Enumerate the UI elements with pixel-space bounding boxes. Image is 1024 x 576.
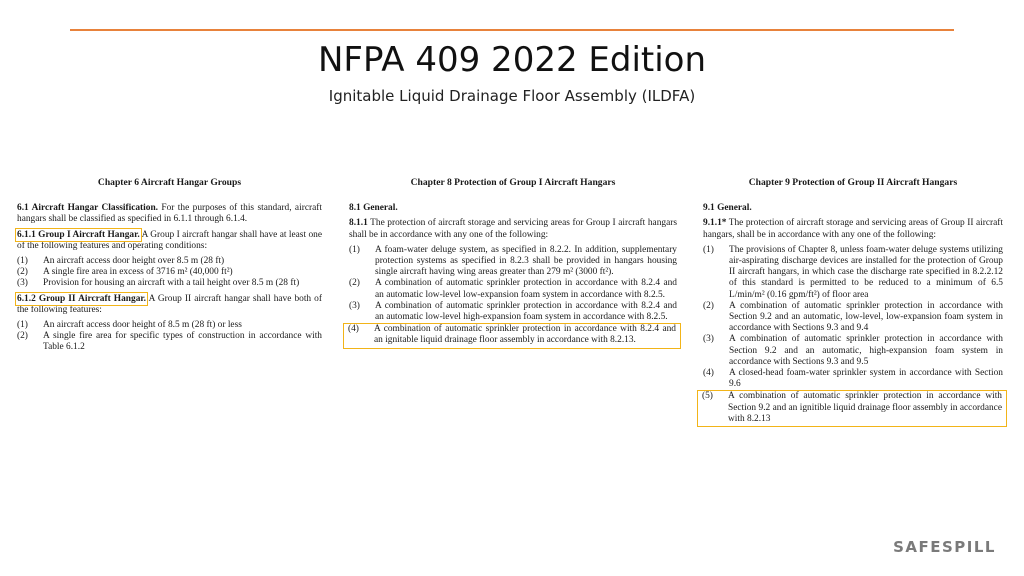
safespill-logo: SAFESPILL — [893, 538, 996, 556]
list-text: A combination of automatic sprinkler protection in accordance with 8.2.4 and an automatic low-level high-expansion foam system in accordance with 8.2.5. — [375, 300, 677, 323]
section-6-1-2 — [17, 294, 322, 316]
list-item — [348, 324, 676, 346]
list-text: A single fire area for specific types of construction in accordance with Table 6.1.2 — [43, 331, 322, 353]
list-item — [703, 334, 1003, 368]
list-item — [702, 391, 1002, 425]
list-text: A combination of automatic sprinkler protection in accordance with Section 9.2 and an ignitible liquid drainage floor assembly in accordance with 8.2.13 — [728, 391, 1002, 424]
list-number: (2) — [17, 267, 28, 278]
list-number: (3) — [349, 300, 360, 311]
list-text: An aircraft access door height of 8.5 m (28 ft) or less — [43, 320, 242, 331]
excerpt-chapter-8 — [349, 177, 677, 353]
list-item — [17, 320, 322, 331]
list-number: (1) — [703, 244, 714, 255]
section-6-1 — [17, 203, 322, 225]
list-item — [349, 278, 677, 300]
list-item — [349, 301, 677, 323]
slide-title: NFPA 409 2022 Edition — [317, 40, 707, 80]
list-item — [17, 267, 322, 278]
section-heading: 6.1 Aircraft Hangar Classification. — [17, 203, 159, 214]
list-number: (3) — [703, 334, 714, 345]
list-item — [703, 301, 1003, 335]
list-number: (4) — [348, 324, 359, 335]
group-2-features-list — [17, 320, 322, 354]
section-text: The protection of aircraft storage and servicing areas of Group II aircraft hangars, shall be in accordance with any one of the following: — [703, 218, 1003, 240]
highlight-box-ildfa-option — [697, 390, 1007, 427]
group-1-features-list — [17, 256, 322, 290]
list-number: (5) — [702, 391, 713, 402]
slide-subtitle: Ignitable Liquid Drainage Floor Assembly (ILDFA) — [328, 87, 696, 105]
list-item — [703, 245, 1003, 301]
list-text: A combination of automatic sprinkler protection in accordance with Section 9.2 and an automatic, low-level, low-expansion foam system in accordance with Sections 9.3 and 9.4 — [729, 300, 1003, 334]
list-text: A foam-water deluge system, as specified in 8.2.2. In addition, supplementary protection systems as specified in 8.2.3 shall be provided in hangars housing single aircraft having wing areas greater than 279 m² (3000 ft²). — [375, 244, 677, 278]
section-heading: 8.1 General. — [349, 203, 398, 214]
list-item — [17, 331, 322, 353]
list-text: The provisions of Chapter 8, unless foam-water deluge systems utilizing air-aspirating discharge devices are installed for the protection of Group II aircraft hangars, in which case the discharge rate specified in 8.2.2.12 of this standard is permitted to be reduced to a minimum of 6.5 L/min/m² (0.16 gpm/ft²) of floor area — [729, 244, 1003, 300]
section-9-1-1 — [703, 218, 1003, 240]
list-item — [17, 278, 322, 289]
list-text: A combination of automatic sprinkler protection in accordance with Section 9.2 and an automatic, high-expansion foam system in accordance with Sections 9.3 and 9.5 — [729, 334, 1003, 367]
list-item — [349, 245, 677, 279]
list-text: A single fire area in excess of 3716 m² (40,000 ft²) — [43, 267, 233, 278]
chapter-heading: Chapter 9 Protection of Group II Aircraft Hangars — [748, 177, 958, 188]
section-6-1-1 — [17, 230, 322, 252]
header-divider-line — [70, 29, 954, 31]
list-number: (3) — [17, 278, 28, 289]
section-heading: 9.1 General. — [703, 203, 752, 214]
excerpt-chapter-9 — [703, 177, 1003, 431]
list-number: (2) — [349, 278, 360, 289]
list-number: (1) — [17, 320, 28, 331]
list-number: (4) — [703, 368, 714, 379]
section-text: For the purposes of this standard, aircraft hangars shall be classified as specified in 6.1.1 through 6.1.4. — [17, 203, 322, 225]
highlight-box-ildfa-option — [343, 323, 681, 348]
chapter-heading: Chapter 6 Aircraft Hangar Groups — [97, 177, 242, 188]
group-1-protection-list — [349, 245, 677, 349]
section-text: The protection of aircraft storage and servicing areas for Group I aircraft hangars shall be in accordance with any one of the following: — [349, 218, 677, 240]
list-number: (1) — [349, 244, 360, 255]
section-number: 9.1.1* — [703, 218, 727, 229]
list-number: (1) — [17, 256, 28, 267]
list-text: A closed-head foam-water sprinkler system in accordance with Section 9.6 — [729, 368, 1003, 390]
list-number: (2) — [703, 300, 714, 311]
list-text: An aircraft access door height over 8.5 m (28 ft) — [43, 256, 225, 267]
list-text: A combination of automatic sprinkler protection in accordance with 8.2.4 and an ignitable liquid drainage floor assembly in accordance with 8.2.13. — [374, 324, 676, 346]
highlighted-heading-group-1: 6.1.1 Group I Aircraft Hangar. — [17, 229, 140, 240]
section-text: A Group II aircraft hangar shall have both of the following features: — [17, 293, 322, 315]
group-2-protection-list — [703, 245, 1003, 427]
chapter-heading: Chapter 8 Protection of Group I Aircraft Hangars — [410, 177, 616, 188]
highlighted-heading-group-2: 6.1.2 Group II Aircraft Hangar. — [17, 293, 147, 304]
section-number: 8.1.1 — [349, 218, 368, 229]
list-text: Provision for housing an aircraft with a tail height over 8.5 m (28 ft) — [43, 278, 300, 289]
list-item — [703, 368, 1003, 390]
list-text: A combination of automatic sprinkler protection in accordance with 8.2.4 and an automatic low-level low-expansion foam system in accordance with 8.2.5. — [375, 278, 677, 300]
list-number: (2) — [17, 331, 28, 342]
section-text: A Group I aircraft hangar shall have at least one of the following features and operating conditions: — [17, 229, 322, 251]
list-item — [17, 256, 322, 267]
excerpt-chapter-6 — [17, 177, 322, 358]
section-8-1-1 — [349, 218, 677, 240]
